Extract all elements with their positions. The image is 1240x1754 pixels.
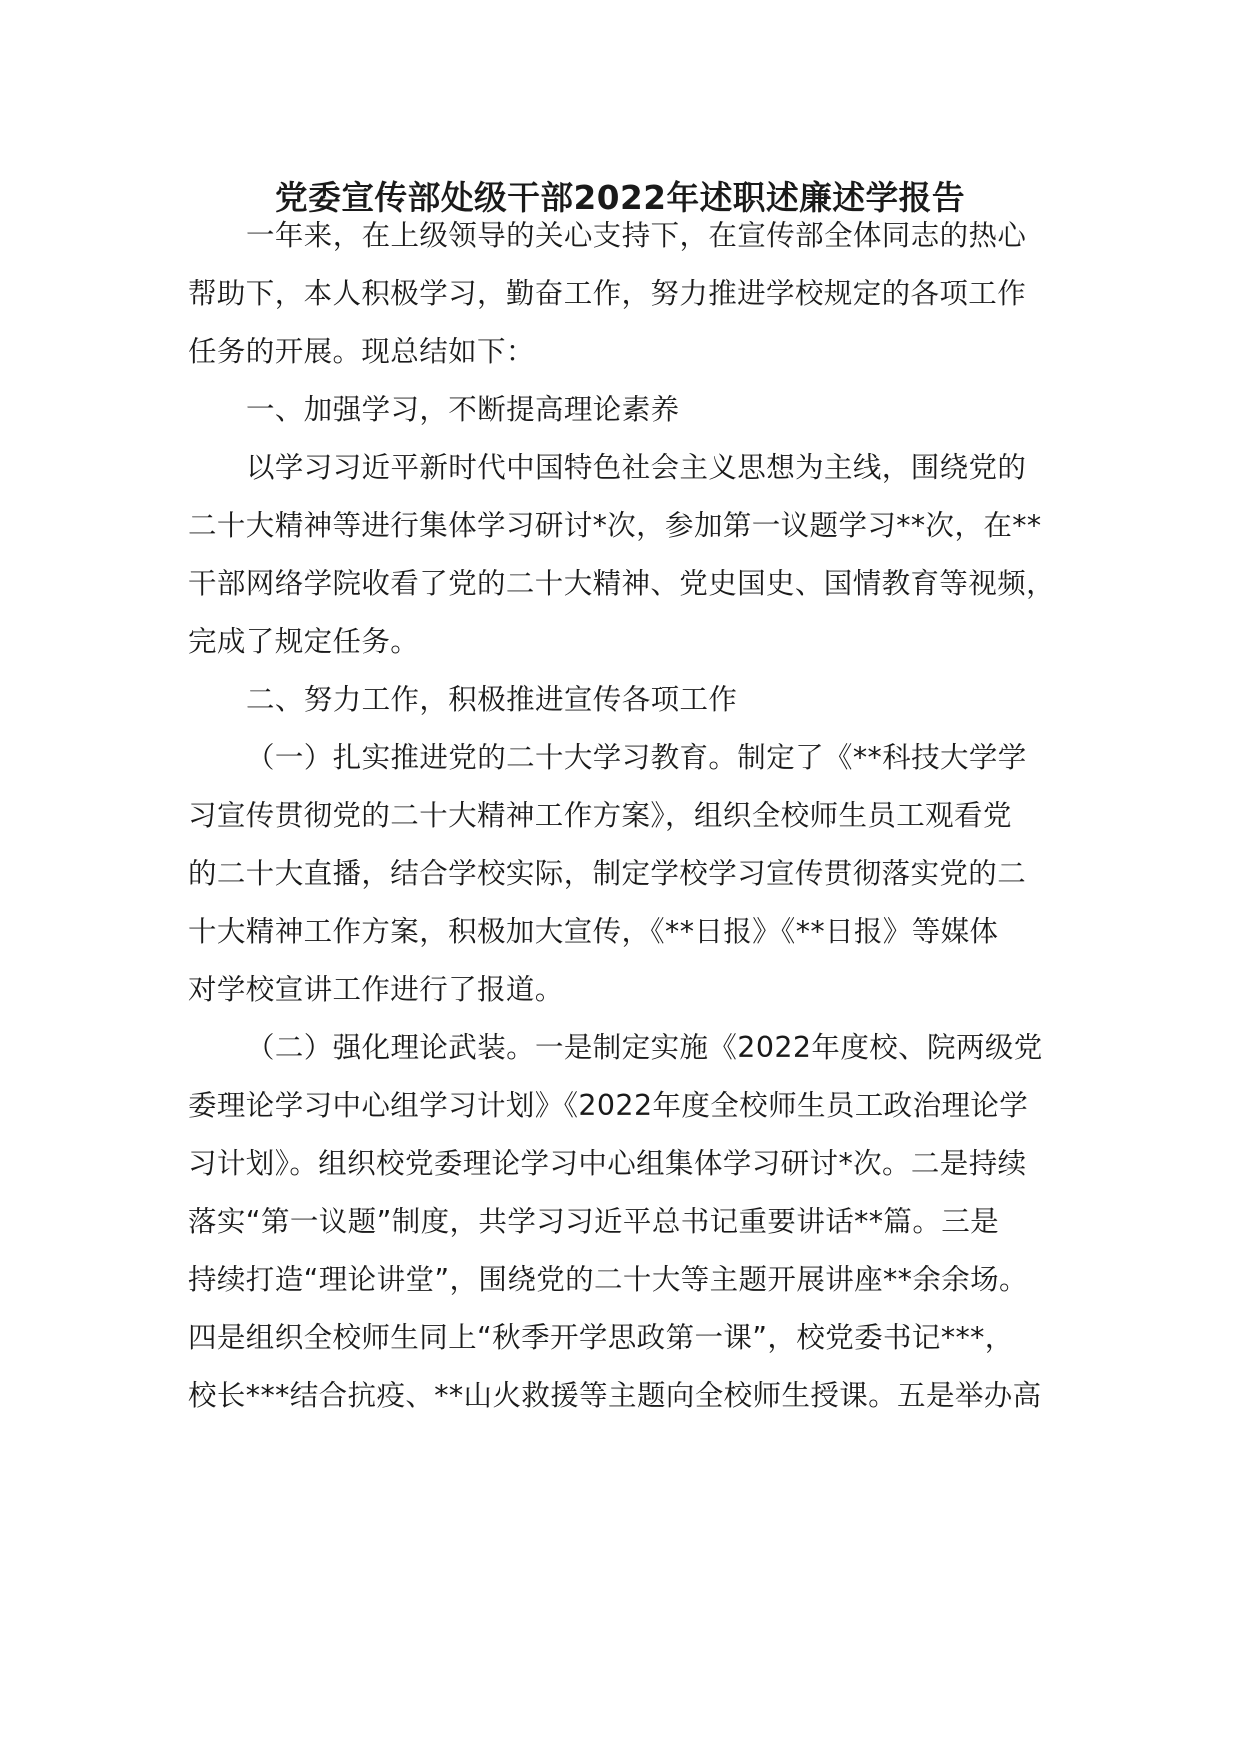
paragraph-line: 委理论学习中心组学习计划》《2022年度全校师生员工政治理论学: [188, 1089, 1029, 1122]
paragraph-line: 以学习习近平新时代中国特色社会主义思想为主线，围绕党的: [246, 451, 1027, 484]
paragraph-line: 帮助下，本人积极学习，勤奋工作，努力推进学校规定的各项工作: [188, 277, 1027, 310]
paragraph-line: 干部网络学院收看了党的二十大精神、党史国史、国情教育等视频，: [188, 567, 1056, 600]
paragraph-line: 任务的开展。现总结如下：: [188, 335, 535, 368]
paragraph-line: 持续打造“理论讲堂”，围绕党的二十大等主题开展讲座**余余场。: [188, 1263, 1028, 1296]
paragraph-line: 落实“第一议题”制度，共学习习近平总书记重要讲话**篇。三是: [188, 1205, 1000, 1238]
paragraph-line: 一年来，在上级领导的关心支持下，在宣传部全体同志的热心: [246, 219, 1027, 252]
paragraph-line: 的二十大直播，结合学校实际，制定学校学习宣传贯彻落实党的二: [188, 857, 1027, 890]
document-title: 党委宣传部处级干部2022年述职述廉述学报告: [274, 179, 966, 217]
paragraph-line: 对学校宣讲工作进行了报道。: [188, 973, 564, 1006]
section-heading: 一、加强学习，不断提高理论素养: [246, 393, 680, 426]
paragraph-line: （一）扎实推进党的二十大学习教育。制定了《**科技大学学: [246, 741, 1027, 774]
paragraph-line: 完成了规定任务。: [188, 625, 420, 658]
paragraph-line: 十大精神工作方案，积极加大宣传，《**日报》《**日报》等媒体: [188, 915, 999, 948]
paragraph-line: 校长***结合抗疫、**山火救援等主题向全校师生授课。五是举办高: [188, 1379, 1042, 1412]
paragraph-line: 四是组织全校师生同上“秋季开学思政第一课”，校党委书记***，: [188, 1321, 1014, 1354]
paragraph-line: （二）强化理论武装。一是制定实施《2022年度校、院两级党: [246, 1031, 1043, 1064]
paragraph-line: 习宣传贯彻党的二十大精神工作方案》，组织全校师生员工观看党: [188, 799, 1012, 832]
paragraph-line: 二十大精神等进行集体学习研讨*次，参加第一议题学习**次，在**: [188, 509, 1042, 542]
section-heading: 二、努力工作，积极推进宣传各项工作: [246, 683, 738, 716]
paragraph-line: 习计划》。组织校党委理论学习中心组集体学习研讨*次。二是持续: [188, 1147, 1027, 1180]
